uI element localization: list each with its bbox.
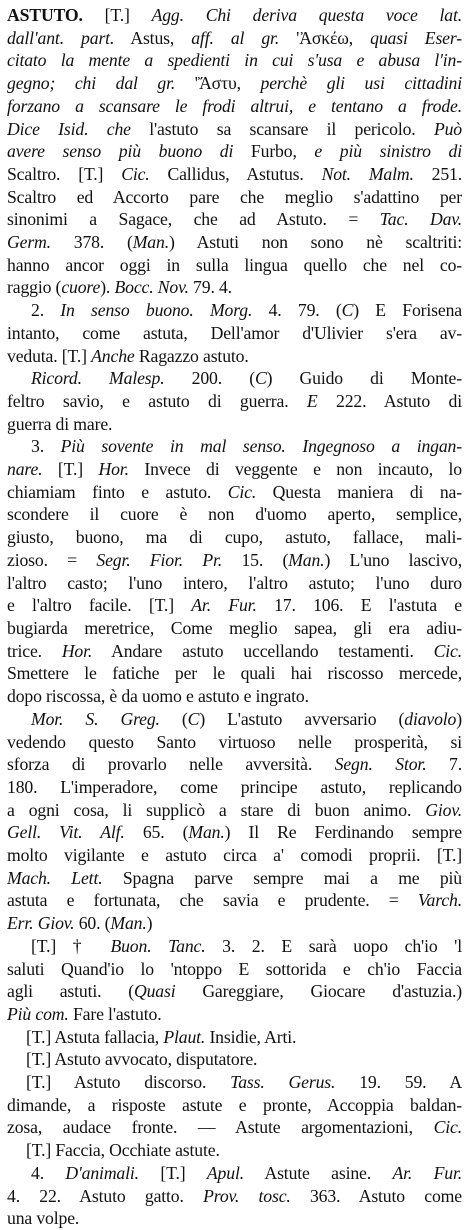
entry-line <box>7 345 462 368</box>
headword: ASTUTO. <box>7 5 83 25</box>
italic-text: Mach. Lett. <box>7 867 103 888</box>
text-segment: ) <box>146 913 153 934</box>
text-segment: feltro savio, e astuto di guerra. <box>7 390 307 411</box>
italic-text: Bocc. Nov. <box>114 277 189 298</box>
text-segment: ) Il Re Ferdinando sempre <box>224 822 462 843</box>
text-segment: 17. 106. E l'astuta e <box>256 595 462 616</box>
italic-text: Man. <box>110 913 147 934</box>
text-segment: l'altro casto; l'uno intero, l'altro astuto; l'uno duro <box>7 572 462 593</box>
text-segment: 251. <box>413 163 462 184</box>
text-segment: Ragazzo astuto. <box>134 345 249 366</box>
entry-line <box>7 49 462 72</box>
text-segment: 2. <box>31 300 61 321</box>
text-segment: a ogni cosa, li supplicò a stare di buon animo. <box>7 799 426 820</box>
text-segment: guerra di mare. <box>7 413 113 434</box>
italic-text: Man. <box>132 232 169 253</box>
text-segment: dimande, a risposte astute e pronte, Accoppia baldan- <box>7 1094 462 1115</box>
text-segment: giusto, buono, ma di cupo, astuto, fallace, mali- <box>7 527 462 548</box>
italic-text: quasi Eser- <box>370 27 462 48</box>
italic-text: Tass. Gerus. <box>230 1072 336 1093</box>
italic-text: Cic. <box>121 163 150 184</box>
text-segment: 4. 79. ( <box>252 300 342 321</box>
italic-text: avere senso più buono di <box>7 141 234 162</box>
entry-line <box>7 503 462 526</box>
italic-text: Segr. Fior. Pr. <box>96 549 223 570</box>
text-segment: Invece di veggente e non incauto, lo <box>128 459 462 480</box>
text-segment: Scaltro ed Accorto pare che meglio s'adattino per <box>7 186 462 207</box>
text-segment: 19. 59. A <box>335 1072 462 1093</box>
entry-line <box>7 799 462 822</box>
text-segment: 'Ἀσκέω, <box>279 27 371 48</box>
entry-line <box>7 526 462 549</box>
italic-text: Segn. Stor. <box>334 754 427 775</box>
entry-line <box>7 958 462 981</box>
entry-line <box>7 821 462 844</box>
entry-line <box>7 1003 462 1026</box>
italic-text: Mor. S. Greg. <box>31 708 160 729</box>
text-segment: [T.] Astuta fallacia, <box>26 1026 164 1047</box>
entry-line <box>7 912 462 935</box>
italic-text: Anche <box>91 345 135 366</box>
text-segment: hanno ancor oggi in sulla lingua quello che nel co- <box>7 254 462 275</box>
entry-line <box>7 844 462 867</box>
entry-line <box>7 72 462 95</box>
text-segment: Astute asine. <box>243 1162 393 1183</box>
text-segment: 15. ( <box>222 549 289 570</box>
text-segment: sforza di provarlo nelle avversità. <box>7 754 335 775</box>
italic-text: Hor. <box>98 459 129 480</box>
entry-line <box>7 980 462 1003</box>
entry-line <box>7 163 462 186</box>
text-segment: ) <box>456 708 462 729</box>
text-segment: Questa maniera di na- <box>256 481 462 502</box>
text-segment: zosa, audace fronte. — Astute argomentazioni, <box>7 1117 434 1138</box>
text-segment: [T.] <box>82 5 152 25</box>
entry-line <box>7 367 462 390</box>
text-segment: dopo riscossa, è da uomo e astuto e ingrato. <box>7 686 309 707</box>
text-segment: raggio ( <box>7 277 62 298</box>
text-segment: Callidus, Astutus. <box>149 163 322 184</box>
text-segment: e l'altro facile. [T.] <box>7 595 192 616</box>
italic-text: diavolo <box>404 708 457 729</box>
text-segment: ). <box>100 277 115 298</box>
text-segment: 'Ἄστυ, <box>175 73 261 94</box>
entry-line <box>7 776 462 799</box>
text-segment: Fare l'astuto. <box>68 1003 162 1024</box>
italic-text: aff. al gr. <box>191 27 280 48</box>
entry-line <box>7 118 462 141</box>
italic-text: D'animali. <box>65 1162 139 1183</box>
italic-text: Cic. <box>227 481 257 502</box>
entry-line <box>7 254 462 277</box>
text-segment: 79. 4. <box>188 277 232 298</box>
text-segment: ) Astuti non sono nè scaltriti: <box>168 232 462 253</box>
text-segment: [T.] <box>42 459 99 480</box>
text-segment: 180. L'imperadore, come principe astuto, replicando <box>7 776 462 797</box>
text-segment: bugiarda meretrice, Come meglio sapea, gli era adiu- <box>7 617 462 638</box>
italic-text: Err. Giov. <box>7 913 75 934</box>
italic-text: Può <box>433 118 462 139</box>
italic-text: Apul. <box>206 1162 244 1183</box>
text-segment: [T.] † <box>31 935 111 956</box>
italic-text: Più com. <box>7 1003 69 1024</box>
italic-text: Giov. <box>425 799 462 820</box>
text-segment: vedendo questo Santo virtuoso nelle prosperità, si <box>7 731 462 752</box>
text-segment: 60. ( <box>74 913 111 934</box>
entry-line <box>7 95 462 118</box>
text-segment: 200. ( <box>164 368 255 389</box>
italic-text: nare. <box>7 459 43 480</box>
text-segment: l'astuto sa scansare il pericolo. <box>130 118 434 139</box>
text-segment: 222. Astuto di <box>317 390 462 411</box>
italic-text: E <box>306 390 318 411</box>
italic-text: perchè gli usi cittadini <box>260 73 462 94</box>
text-segment: 4. 22. Astuto gatto. <box>7 1185 204 1206</box>
entry-line <box>7 549 462 572</box>
italic-text: Più sovente in mal senso. Ingegnoso a ingan- <box>60 436 462 457</box>
entry-line <box>7 186 462 209</box>
entry-line <box>7 935 462 958</box>
entry-line <box>7 322 462 345</box>
text-segment: 65. ( <box>124 822 189 843</box>
entry-line <box>7 1094 462 1117</box>
entry-line <box>7 208 462 231</box>
entry-line <box>7 140 462 163</box>
italic-text: C <box>341 300 354 321</box>
text-segment: ) L'uno lascivo, <box>324 549 462 570</box>
text-segment: Smettere le fatiche per le quali hai riscosso mercede, <box>7 663 462 684</box>
text-segment: veduta. [T.] <box>7 345 92 366</box>
italic-text: Quasi <box>133 981 176 1002</box>
italic-text: Agg. Chi deriva questa voce lat. <box>151 5 462 25</box>
text-segment: agli astuti. ( <box>7 981 134 1002</box>
entry-line <box>7 435 462 458</box>
entry-line <box>7 1026 462 1049</box>
entry-line <box>7 481 462 504</box>
entry-line <box>7 867 462 890</box>
text-segment: 378. ( <box>50 232 133 253</box>
entry-line <box>7 413 462 436</box>
text-segment: [T.] Astuto avvocato, disputatore. <box>26 1049 258 1070</box>
italic-text: Man. <box>188 822 225 843</box>
entry-line <box>7 1071 462 1094</box>
entry-line <box>7 390 462 413</box>
text-segment: sinonimi a Sagace, che ad Astuto. = <box>7 209 380 230</box>
entry-line <box>7 27 462 50</box>
italic-text: Ricord. Malesp. <box>31 368 165 389</box>
italic-text: Not. Malm. <box>321 163 414 184</box>
text-segment: [T.] Astuto discorso. <box>26 1072 231 1093</box>
text-segment: ) L'astuto avversario ( <box>199 708 405 729</box>
entry-line <box>7 640 462 663</box>
text-segment: Astus, <box>114 27 192 48</box>
text-segment: Scaltro. [T.] <box>7 163 122 184</box>
entry-line <box>7 731 462 754</box>
text-segment: Gareggiare, Giocare d'astuzia.) <box>175 981 462 1002</box>
text-segment: molto vigilante e astuto circa a' comodi proprii. [T.] <box>7 845 462 866</box>
italic-text: Cic. <box>433 640 462 661</box>
entry-line <box>7 889 462 912</box>
entry-line <box>7 299 462 322</box>
text-segment: astuta e fortunata, che savia e prudente. = <box>7 890 418 911</box>
text-segment: ) E Forisena <box>353 300 462 321</box>
entry-line <box>7 1207 462 1230</box>
text-segment: una volpe. <box>7 1208 80 1229</box>
entry-line <box>7 1162 462 1185</box>
text-segment: zioso. = <box>7 549 97 570</box>
entry-line <box>7 4 462 27</box>
entry-line <box>7 458 462 481</box>
italic-text: Buon. Tanc. <box>110 935 206 956</box>
italic-text: dall'ant. part. <box>7 27 115 48</box>
text-segment: trice. <box>7 640 62 661</box>
italic-text: Tac. Dav. <box>379 209 462 230</box>
text-segment: intanto, come astuta, Dell'amor d'Ulivier s'era av- <box>7 322 462 343</box>
entry-line <box>7 708 462 731</box>
text-segment: [T.] <box>138 1162 207 1183</box>
text-segment: Insidie, Arti. <box>205 1026 297 1047</box>
italic-text: Dice Isid. che <box>7 118 131 139</box>
text-segment: ) Guido di Monte- <box>266 368 462 389</box>
entry-line <box>7 231 462 254</box>
text-segment: Andare astuto uccellando testamenti. <box>92 640 434 661</box>
entry-line <box>7 662 462 685</box>
entry-line <box>7 685 462 708</box>
italic-text: gegno; chi dal gr. <box>7 73 176 94</box>
italic-text: Germ. <box>7 232 51 253</box>
entry-line <box>7 1116 462 1139</box>
entry-line <box>7 572 462 595</box>
entry-line <box>7 1048 462 1071</box>
text-segment: saluti Quand'io lo 'ntoppo E sottorida e ch'io Faccia <box>7 958 462 979</box>
entry-line <box>7 1139 462 1162</box>
italic-text: C <box>187 708 200 729</box>
italic-text: Hor. <box>61 640 93 661</box>
italic-text: Varch. <box>417 890 462 911</box>
entry-line <box>7 276 462 299</box>
entry-line <box>7 1185 462 1208</box>
text-segment: 3. 2. E sarà uopo ch'io 'l <box>205 935 462 956</box>
dictionary-entry-astuto <box>7 4 462 1230</box>
italic-text: Cic. <box>433 1117 462 1138</box>
entry-line <box>7 617 462 640</box>
text-segment: [T.] Faccia, Occhiate astute. <box>26 1140 220 1161</box>
italic-text: Gell. Vit. Alf. <box>7 822 125 843</box>
italic-text: In senso buono. Morg. <box>60 300 253 321</box>
italic-text: Ar. Fur. <box>392 1162 462 1183</box>
italic-text: e più sinistro di <box>314 141 462 162</box>
italic-text: Ar. Fur. <box>191 595 257 616</box>
italic-text: Plaut. <box>163 1026 206 1047</box>
entry-line <box>7 753 462 776</box>
text-segment: 3. <box>31 436 61 457</box>
text-segment: ( <box>159 708 188 729</box>
text-segment: 363. Astuto come <box>290 1185 462 1206</box>
text-segment: 4. <box>31 1162 66 1183</box>
text-segment: 7. <box>426 754 462 775</box>
text-segment: Spagna parve sempre mai a me più <box>102 867 462 888</box>
italic-text: C <box>254 368 267 389</box>
entry-line <box>7 594 462 617</box>
text-segment: scondere il cuore è non d'uomo aperto, semplice, <box>7 504 462 525</box>
italic-text: Prov. tosc. <box>203 1185 291 1206</box>
italic-text: citato la mente a spedienti in cui s'usa e abusa l'in- <box>7 50 462 71</box>
italic-text: cuore <box>61 277 101 298</box>
text-segment: chiamiam finto e astuto. <box>7 481 228 502</box>
text-segment: Furbo, <box>233 141 315 162</box>
italic-text: forzano a scansare le frodi altrui, e tentano a frode. <box>7 95 462 116</box>
italic-text: Man. <box>288 549 325 570</box>
